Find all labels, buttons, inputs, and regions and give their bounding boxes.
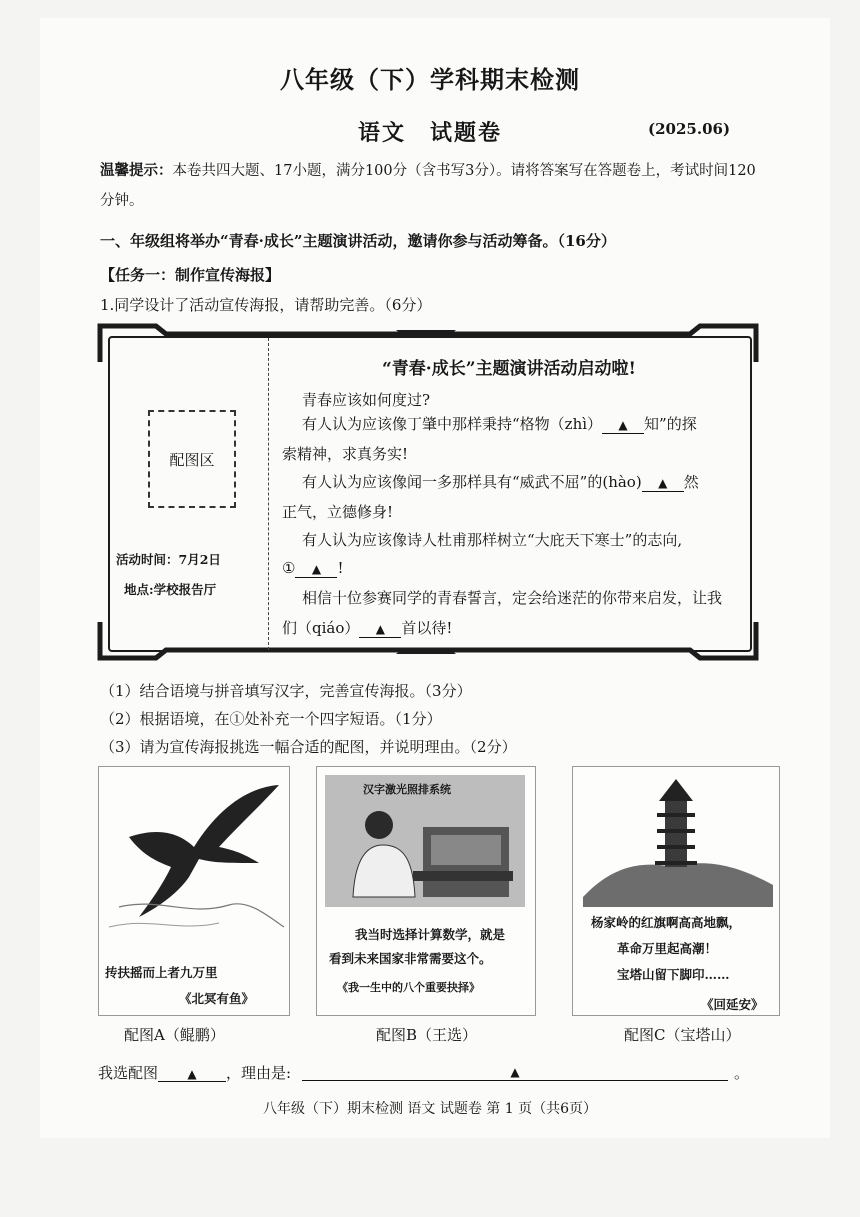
poster-line: 相信十位参赛同学的青春誓言，定会给迷茫的你带来启发，让我 <box>302 589 723 607</box>
picture-b-text2: 看到未来国家非常需要这个。 <box>329 951 492 966</box>
poster-body <box>108 336 752 652</box>
poster-title: “青春·成长”主题演讲活动启动啦! <box>382 359 636 379</box>
pagoda-icon <box>573 767 779 907</box>
picture-b-header: 汉字激光照排系统 <box>363 783 451 796</box>
picture-a-text: 抟扶摇而上者九万里 <box>105 965 218 980</box>
picture-b-text1: 我当时选择计算数学，就是 <box>355 927 506 942</box>
question-1: 1.同学设计了活动宣传海报，请帮助完善。（6分） <box>100 296 432 314</box>
subquestion-1: （1）结合语境与拼音填写汉字，完善宣传海报。（3分） <box>100 682 472 700</box>
answer-blank[interactable]: ▲ <box>642 475 684 492</box>
picture-c-source: 《回延安》 <box>701 997 764 1012</box>
poster-line: 索精神，求真务实! <box>282 445 409 463</box>
picture-c-text3: 宝塔山留下脚印…… <box>617 967 730 982</box>
picture-card-a[interactable] <box>98 766 290 1016</box>
picture-a-source: 《北冥有鱼》 <box>179 991 255 1006</box>
answer-end: 。 <box>734 1064 750 1082</box>
activity-time: 活动时间：7月2日 <box>116 552 221 567</box>
subquestion-3: （3）请为宣传海报挑选一幅合适的配图，并说明理由。（2分） <box>100 738 517 756</box>
poster-line: 正气，立德修身! <box>282 503 394 521</box>
poster-line: 们（qiáo） ▲ 首以待! <box>282 619 453 637</box>
eagle-icon <box>99 767 289 937</box>
picture-choice-blank[interactable]: ▲ <box>158 1067 226 1082</box>
subquestion-2: （2）根据语境，在①处补充一个四字短语。（1分） <box>100 710 442 728</box>
answer-blank[interactable]: ▲ <box>359 621 401 638</box>
notice-text: 本卷共四大题、17小题，满分100分（含书写3分）。请将答案写在答题卷上，考试时间120分钟。 <box>100 163 756 209</box>
poster-line: ① ▲ ! <box>282 559 344 577</box>
reason-blank[interactable]: ▲ <box>302 1064 728 1081</box>
exam-date: (2025.06) <box>648 120 731 138</box>
poster-line: 青春应该如何度过? <box>302 391 431 409</box>
picture-c-caption: 配图C（宝塔山） <box>624 1026 741 1044</box>
exam-subtitle: 语文 试题卷 <box>357 120 502 146</box>
picture-c-text2: 革命万里起高潮！ <box>617 941 718 956</box>
page-footer: 八年级（下）期末检测 语文 试题卷 第 1 页（共6页） <box>262 1101 598 1117</box>
picture-card-b[interactable] <box>316 766 536 1016</box>
exam-title: 八年级（下）学科期末检测 <box>280 65 580 94</box>
answer-blank[interactable]: ▲ <box>602 417 644 434</box>
poster-divider <box>268 338 270 650</box>
poster-line: 有人认为应该像闻一多那样具有“威武不屈”的(hào) ▲ 然 <box>302 473 699 491</box>
poster-line: 有人认为应该像诗人杜甫那样树立“大庇天下寒士”的志向, <box>302 531 683 549</box>
notice-label: 温馨提示： <box>100 162 173 179</box>
picture-a-caption: 配图A（鲲鹏） <box>124 1026 225 1044</box>
section-heading: 一、年级组将举办“青春·成长”主题演讲活动，邀请你参与活动筹备。（16分） <box>100 232 616 250</box>
man-at-computer-icon <box>317 767 535 907</box>
answer-blank[interactable]: ▲ <box>295 561 337 578</box>
poster-line: 有人认为应该像丁肇中那样秉持“格物（zhì） ▲ 知”的探 <box>302 415 697 433</box>
poster <box>96 322 760 662</box>
answer-line: 我选配图 ▲ ，理由是: <box>98 1064 292 1082</box>
picture-zone: 配图区 <box>148 410 236 508</box>
picture-b-source: 《我一生中的八个重要抉择》 <box>337 981 480 994</box>
exam-notice <box>100 156 760 216</box>
picture-card-c[interactable] <box>572 766 780 1016</box>
picture-b-caption: 配图B（王选） <box>376 1026 478 1044</box>
picture-c-text1: 杨家岭的红旗啊高高地飘， <box>591 915 742 930</box>
task-heading: 【任务一：制作宣传海报】 <box>100 266 281 284</box>
activity-place: 地点:学校报告厅 <box>124 582 217 597</box>
